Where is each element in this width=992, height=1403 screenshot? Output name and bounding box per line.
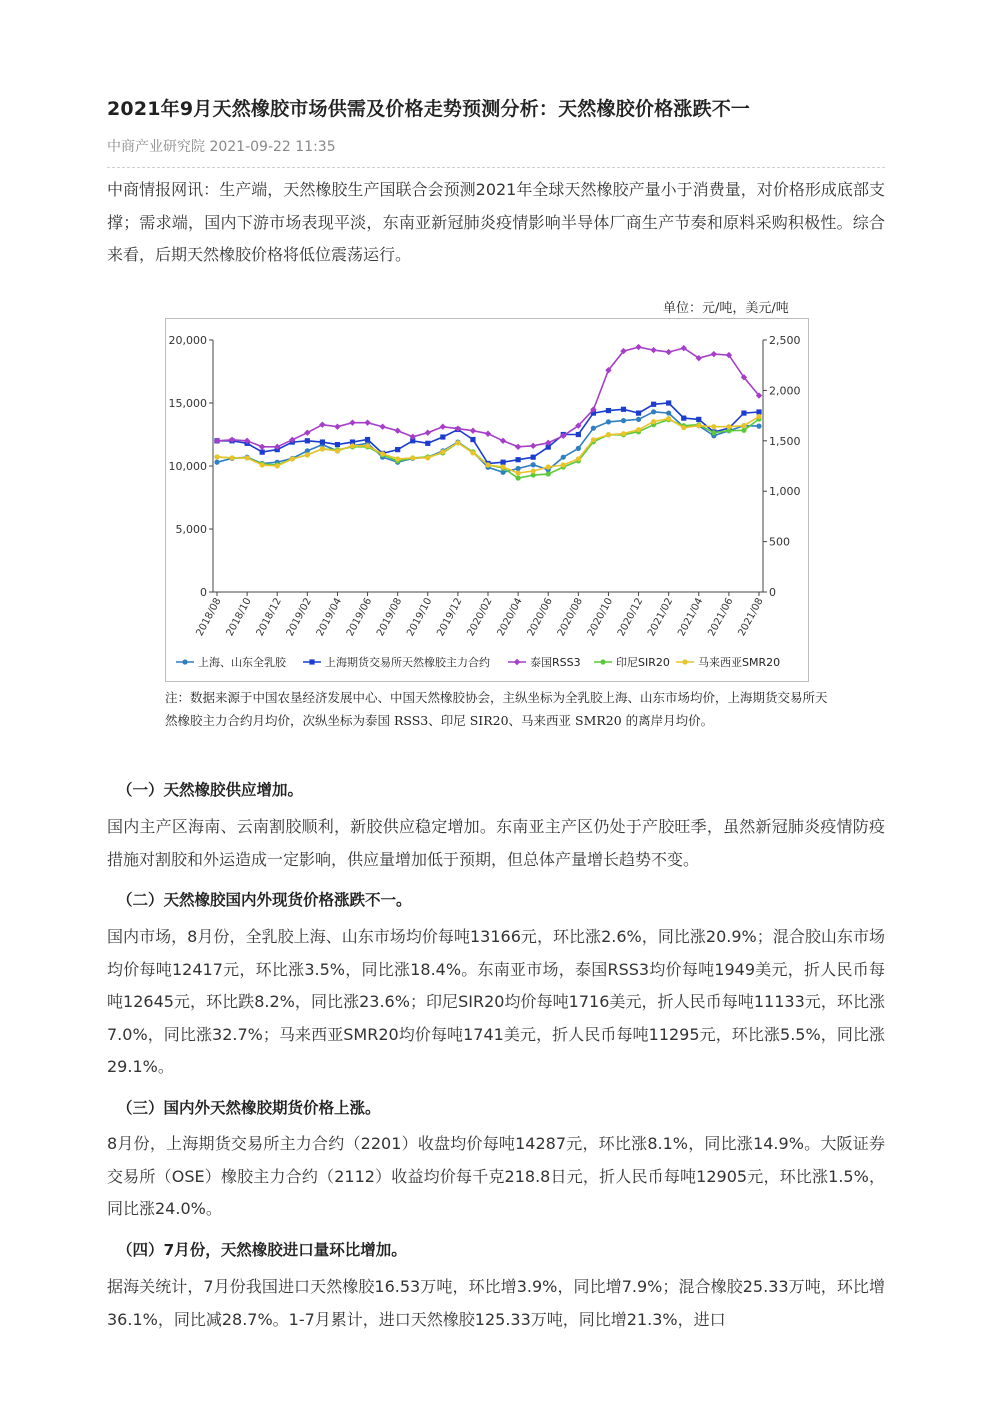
section-body: 8月份，上海期货交易所主力合约（2201）收盘均价每吨14287元，环比涨8.1%，同比涨14.9%。大阪证券交易所（OSE）橡胶主力合约（2112）收益均价每千克218.8日元，折人民币每吨12905元，环比涨1.5%，同比涨24.0%。 [107,1134,885,1218]
data-point [650,347,656,353]
y-tick-label-left: 10,000 [168,460,207,473]
data-point [245,455,250,460]
x-tick-label: 2019/08 [375,596,405,639]
x-tick-label: 2020/12 [615,596,646,639]
x-tick-label: 2019/04 [314,596,345,639]
data-point [470,437,475,442]
data-point [514,659,520,665]
data-point [665,349,671,355]
data-point [636,427,641,432]
data-point [364,419,370,425]
x-tick-label: 2018/08 [194,596,224,639]
data-point [335,442,340,447]
data-point [500,464,505,469]
data-point [350,443,355,448]
x-tick-label: 2020/04 [495,596,525,639]
data-point [304,430,310,436]
x-tick-label: 2019/02 [284,596,314,639]
data-point [621,431,626,436]
data-point [561,455,566,460]
data-point [410,455,415,460]
data-point [711,351,717,357]
section-heading: （四）7月份，天然橡胶进口量环比增加。 [117,1241,407,1259]
data-point [651,419,656,424]
data-point [726,424,731,429]
y-tick-label-left: 5,000 [175,523,207,536]
data-point [516,457,521,462]
y-tick-label-left: 20,000 [168,334,207,347]
y-tick-label-right: 1,000 [769,485,801,499]
data-point [470,450,475,455]
data-point [531,455,536,460]
data-point [290,456,295,461]
data-point [440,423,446,429]
x-tick-label: 2021/06 [706,596,736,639]
divider [107,167,885,168]
data-point [260,450,265,455]
data-point [666,400,671,405]
data-point [681,416,686,421]
data-point [741,423,746,428]
data-point [334,423,340,429]
data-point [600,659,605,664]
data-point [621,407,626,412]
data-point [636,417,641,422]
data-point [395,447,400,452]
data-point [756,409,761,414]
data-point [516,475,521,480]
data-point [651,409,656,414]
data-point [696,417,701,422]
data-point [576,432,581,437]
y-tick-label-right: 500 [769,535,790,549]
data-point [531,468,536,473]
data-point [470,428,476,434]
data-point [591,426,596,431]
data-point [546,464,551,469]
data-point [531,462,536,467]
data-point [515,444,521,450]
price-chart-svg [166,319,808,681]
data-point [320,439,325,444]
data-point [606,419,611,424]
data-point [395,456,400,461]
data-point [606,432,611,437]
data-point [741,410,746,415]
data-point [516,470,521,475]
price-chart [165,318,809,682]
unit-label: 单位：元/吨，美元/吨 [663,301,789,316]
section-heading: （三）国内外天然橡胶期货价格上涨。 [117,1099,381,1117]
legend-label: 上海、山东全乳胶 [198,656,286,669]
article-source[interactable]: 中商产业研究院 [107,139,205,155]
x-tick-label: 2020/10 [585,596,616,639]
data-point [756,424,761,429]
x-tick-label: 2018/10 [224,596,254,639]
data-point [259,444,265,450]
y-tick-label-right: 2,000 [769,384,801,398]
data-point [305,438,310,443]
data-point [682,659,687,664]
x-tick-label: 2021/04 [676,596,706,639]
data-point [214,460,219,465]
data-point [229,455,234,460]
data-point [530,443,536,449]
x-tick-label: 2021/02 [646,596,676,639]
article-title: 2021年9月天然橡胶市场供需及价格走势预测分析：天然橡胶价格涨跌不一 [107,98,751,120]
data-point [440,449,445,454]
y-tick-label-right: 0 [769,586,776,599]
y-tick-label-left: 15,000 [168,397,207,410]
data-point [696,423,701,428]
data-point [591,437,596,442]
legend-label: 泰国RSS3 [530,656,581,669]
intro-paragraph: 中商情报网讯：生产端，天然橡胶生产国联合会预测2021年全球天然橡胶产量小于消费量，对价格形成底部支撑；需求端，国内下游市场表现平淡，东南亚新冠肺炎疫情影响半导体厂商生产节奏和原料采购积极性。综合来看，后期天然橡胶价格将低位震荡运行。 [107,180,885,264]
data-point [349,419,355,425]
data-point [365,437,370,442]
data-point [635,344,641,350]
data-point [425,455,430,460]
data-point [546,471,551,476]
data-point [379,423,385,429]
data-point [576,456,581,461]
legend-label: 马来西亚SMR20 [698,656,781,669]
x-tick-label: 2020/02 [465,596,495,639]
data-point [440,434,445,439]
data-point [365,443,370,448]
chart-note: 注：数据来源于中国农垦经济发展中心、中国天然橡胶协会，主纵坐标为全乳胶上海、山东市场均价，上海期货交易所天然橡胶主力合约月均价，次纵坐标为泰国 RSS3、印尼 SIR20、马来西亚 SMR20 的离岸月均价。 [165,690,828,728]
data-point [335,448,340,453]
data-point [485,462,490,467]
data-point [320,446,325,451]
data-point [455,440,460,445]
section-body: 据海关统计，7月份我国进口天然橡胶16.53万吨，环比增3.9%，同比增7.9%；混合橡胶25.33万吨，环比增36.1%，同比减28.7%。1-7月累计，进口天然橡胶125.33万吨，同比增21.3%，进口 [107,1277,885,1329]
data-point [425,430,431,436]
x-tick-label: 2020/06 [525,596,555,639]
data-point [214,454,219,459]
data-point [756,414,761,419]
data-point [275,463,280,468]
data-point [651,402,656,407]
data-point [500,460,505,465]
data-point [182,659,187,664]
data-point [711,424,716,429]
data-point [711,430,716,435]
y-tick-label-right: 1,500 [769,434,801,448]
section-heading: （二）天然橡胶国内外现货价格涨跌不一。 [117,891,412,909]
data-point [380,451,385,456]
x-tick-label: 2021/08 [736,596,766,639]
data-point [666,416,671,421]
x-tick-label: 2019/12 [435,596,465,639]
data-point [500,438,506,444]
data-point [621,418,626,423]
section-body: 国内主产区海南、云南割胶顺利，新胶供应稳定增加。东南亚主产区仍处于产胶旺季，虽然新冠肺炎疫情防疫措施对割胶和外运造成一定影响，供应量增加低于预期，但总体产量增长趋势不变。 [107,817,885,869]
x-tick-label: 2019/06 [344,596,375,639]
data-point [606,408,611,413]
data-point [636,410,641,415]
data-point [576,446,581,451]
data-point [681,425,686,430]
y-tick-label-left: 0 [200,586,207,599]
data-point [394,428,400,434]
x-tick-label: 2018/12 [254,596,284,639]
data-point [485,431,491,437]
data-point [666,410,671,415]
article-datetime: 2021-09-22 11:35 [209,139,336,155]
data-point [305,452,310,457]
section-body: 国内市场，8月份，全乳胶上海、山东市场均价每吨13166元，环比涨2.6%，同比涨20.9%；混合胶山东市场均价每吨12417元，环比涨3.5%，同比涨18.4%。东南亚市场，泰国RSS3均价每吨1949美元，折人民币每吨12645元，环比跌8.2%，同比涨23.6%；印尼SIR20均价每吨1716美元，折人民币每吨11133元，环比涨7.0%，同比涨32.7%；马来西亚SMR20均价每吨1741美元，折人民币每吨11295元，环比涨5.5%，同比涨29.1%。 [107,927,885,1076]
section-heading: （一）天然橡胶供应增加。 [117,781,304,799]
x-tick-label: 2020/08 [555,596,585,639]
data-point [741,428,746,433]
data-point [561,462,566,467]
legend-label: 上海期货交易所天然橡胶主力合约 [325,656,490,669]
x-tick-label: 2019/10 [405,596,435,639]
article-meta [107,136,336,156]
data-point [260,462,265,467]
legend-label: 印尼SIR20 [616,656,670,669]
data-point [319,421,325,427]
data-point [309,659,314,664]
data-point [516,466,521,471]
y-tick-label-right: 2,500 [769,334,801,347]
data-point [425,441,430,446]
